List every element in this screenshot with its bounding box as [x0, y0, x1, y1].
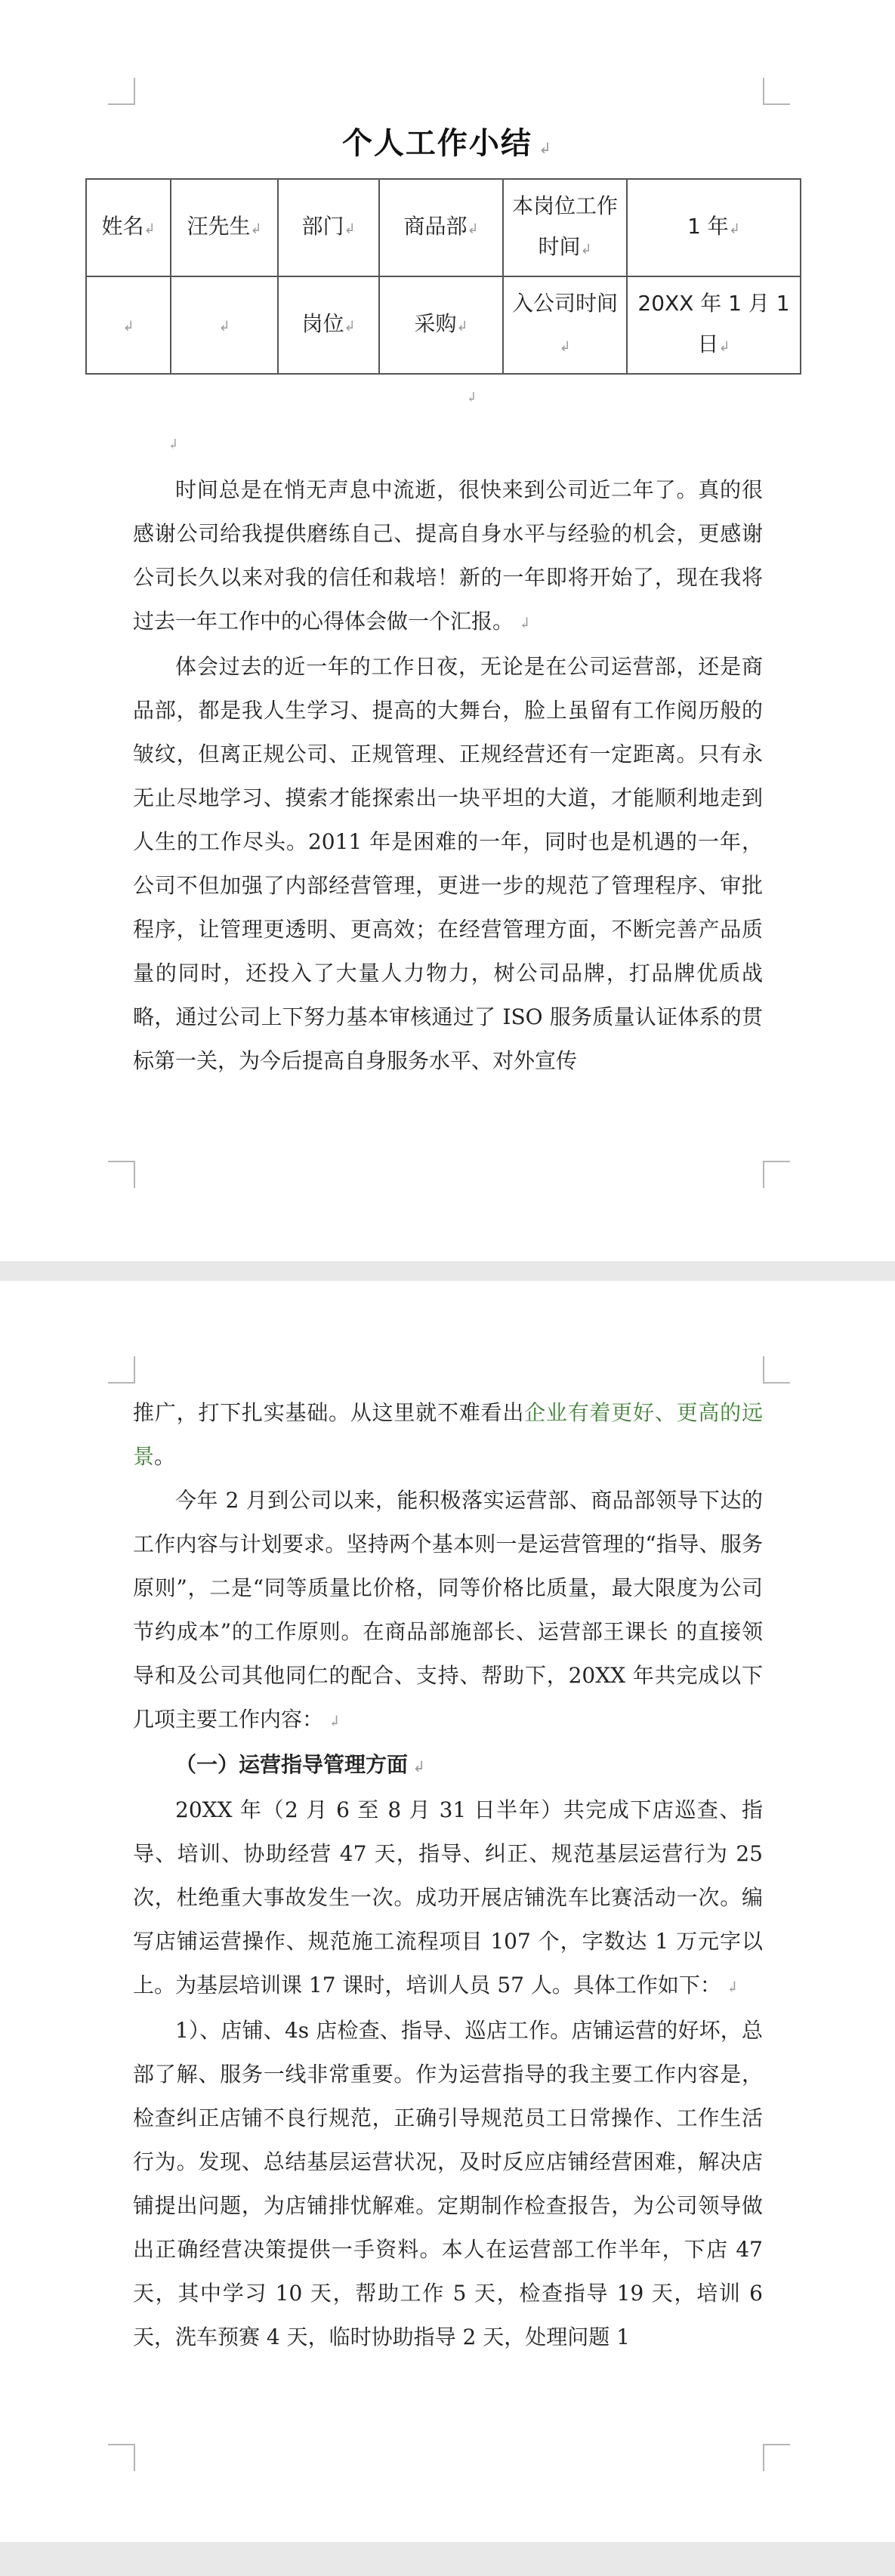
empty-cell: ↲ [86, 276, 171, 374]
crop-mark [763, 1161, 790, 1188]
crop-mark [108, 2444, 135, 2471]
paragraph: 推广，打下扎实基础。从这里就不难看出企业有着更好、更高的远景。 [133, 1400, 763, 1469]
position-value-cell: 采购↲ [379, 276, 503, 374]
tenure-value-cell: 1 年↲ [627, 179, 801, 276]
tenure-label-cell: 本岗位工作时间↲ [503, 179, 627, 276]
crop-mark [108, 1161, 135, 1188]
name-label-cell: 姓名↲ [86, 179, 171, 276]
table-row [86, 276, 801, 374]
paragraph: 今年 2 月到公司以来，能积极落实运营部、商品部领导下达的工作内容与计划要求。坚持两个基本则一是运营管理的“指导、服务原则”，二是“同等质量比价格，同等价格比质量，最大限度为公司节约成本”的工作原则。在商品部施部长、运营部王课长 的直接领导和及公司其他同仁的配合、支持、帮助下，20XX 年共完成以下几项主要工作内容： ↲ [133, 1488, 763, 1732]
paragraph-mark: ↲ [466, 390, 478, 406]
join-label-cell: 入公司时间↲ [503, 276, 627, 374]
join-value-cell: 20XX 年 1 月 1 日↲ [627, 276, 801, 374]
paragraph: 20XX 年（2 月 6 至 8 月 31 日半年）共完成下店巡查、指导、培训、协助经营 47 天，指导、纠正、规范基层运营行为 25 次，杜绝重大事故发生一次。成功开展店铺洗车比赛活动一次。编写店铺运营操作、规范施工流程项目 107 个，字数达 1 万元字以上。为基层培训课 17 课时，培训人员 57 人。具体工作如下： ↲ [133, 1797, 763, 1998]
position-label-cell: 岗位↲ [278, 276, 379, 374]
page1-body [133, 468, 763, 1083]
section-heading: （一）运营指导管理方面 ↲ [175, 1752, 426, 1777]
document-title: 个人工作小结 ↲ [341, 126, 554, 161]
info-table [85, 178, 801, 375]
paragraph: 1）、店铺、4s 店检查、指导、巡店工作。店铺运营的好坏，总部了解、服务一线非常重要。作为运营指导的我主要工作内容是，检查纠正店铺不良行规范，正确引导规范员工日常操作、工作生活行为。发现、总结基层运营状况，及时反应店铺经营困难，解决店铺提出问题，为店铺排忧解难。定期制作检查报告，为公司领导做出正确经营决策提供一手资料。本人在运营部工作半年，下店 47 天，其中学习 10 天，帮助工作 5 天，检查指导 19 天，培训 6 天，洗车预赛 4 天，临时协助指导 2 天，处理问题 1 [133, 2018, 763, 2349]
dept-value-cell: 商品部↲ [379, 179, 503, 276]
crop-mark [763, 2444, 790, 2471]
paragraph: 时间总是在悄无声息中流逝，很快来到公司近二年了。真的很感谢公司给我提供磨练自己、提高自身水平与经验的机会，更感谢公司长久以来对我的信任和栽培！新的一年即将开始了，现在我将过去一年工作中的心得体会做一个汇报。 ↲ [133, 477, 763, 634]
crop-mark [108, 1356, 135, 1384]
paragraph: 体会过去的近一年的工作日夜，无论是在公司运营部，还是商品部，都是我人生学习、提高的大舞台，脸上虽留有工作阅历般的皱纹，但离正规公司、正规管理、正规经营还有一定距离。只有永无止尽地学习、摸索才能探索出一块平坦的大道，才能顺利地走到人生的工作尽头。2011 年是困难的一年，同时也是机遇的一年，公司不但加强了内部经营管理，更进一步的规范了管理程序、审批程序，让管理更透明、更高效；在经营管理方面，不断完善产品质量的同时，还投入了大量人力物力，树公司品牌，打品牌优质战略，通过公司上下努力基本审核通过了 ISO 服务质量认证体系的贯标第一关，为今后提高自身服务水平、对外宣传 [133, 654, 763, 1073]
crop-mark [763, 1356, 790, 1384]
page-1 [0, 0, 895, 1261]
page2-body [133, 1391, 763, 2359]
page-2 [0, 1281, 895, 2542]
name-value-cell: 汪先生↲ [171, 179, 278, 276]
table-row [86, 179, 801, 276]
dept-label-cell: 部门↲ [278, 179, 379, 276]
crop-mark [108, 78, 135, 105]
paragraph-mark: ↲ [168, 437, 180, 452]
page-gap [0, 2542, 895, 2576]
page-gap [0, 1261, 895, 1281]
empty-cell: ↲ [171, 276, 278, 374]
crop-mark [763, 78, 790, 105]
